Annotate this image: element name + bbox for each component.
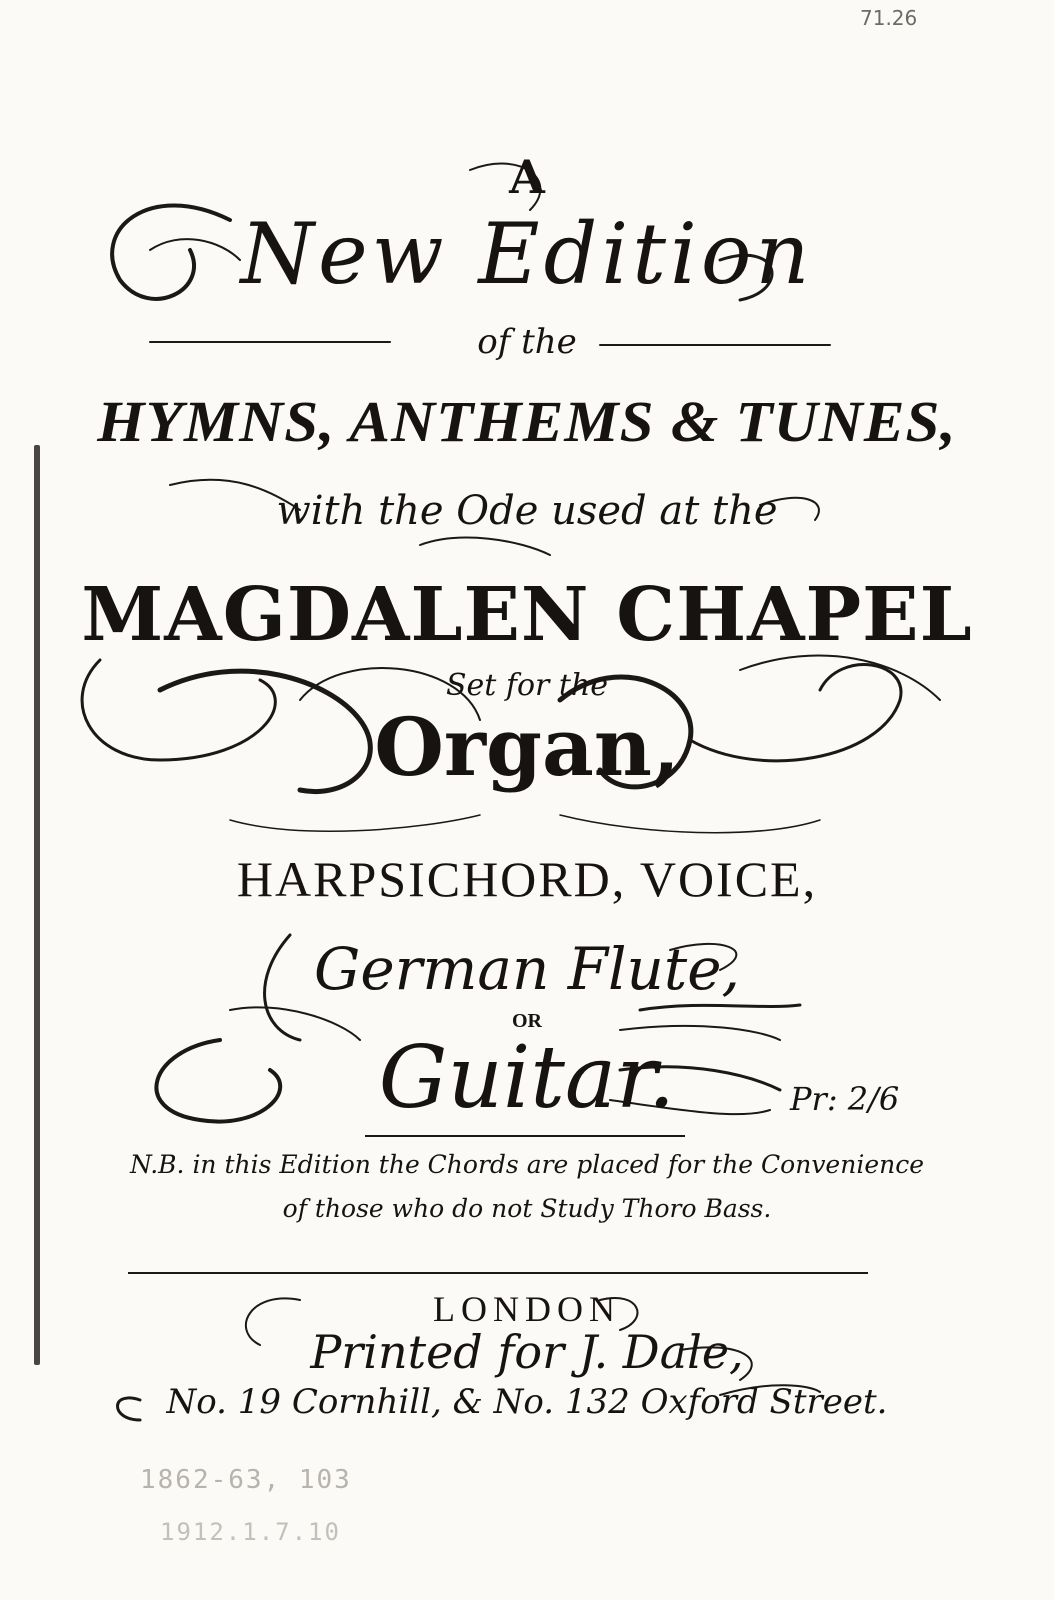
- rule-upper: [365, 1135, 685, 1137]
- instruments-german-flute: German Flute,: [314, 935, 740, 1003]
- imprint-city: LONDON: [433, 1289, 621, 1329]
- title-new-edition: New Edition: [240, 205, 814, 303]
- instruments-harpsichord-voice: HARPSICHORD, VOICE,: [236, 851, 818, 907]
- instruments-or: OR: [512, 1010, 542, 1032]
- title-set-for-the: Set for the: [445, 668, 609, 703]
- corner-mark: 71.26: [860, 6, 918, 30]
- note-line-2: of those who do not Study Thoro Bass.: [282, 1194, 772, 1223]
- price: Pr: 2/6: [790, 1080, 900, 1118]
- title-article: A: [509, 150, 545, 204]
- instruments-guitar: Guitar.: [378, 1028, 676, 1128]
- title-of-the: of the: [477, 322, 577, 362]
- imprint-address: No. 19 Cornhill, & No. 132 Oxford Street.: [166, 1382, 888, 1422]
- imprint-printed-for: Printed for J. Dale,: [310, 1325, 744, 1379]
- title-organ: Organ,: [374, 700, 680, 794]
- title-magdalen-chapel: MAGDALEN CHAPEL: [81, 572, 973, 658]
- title-hymns-anthems-tunes: HYMNS, ANTHEMS & TUNES,: [97, 389, 957, 454]
- rule-lower: [128, 1272, 868, 1274]
- library-stamp-line-2: 1912.1.7.10: [160, 1518, 341, 1546]
- title-with-the-ode: with the Ode used at the: [276, 488, 778, 534]
- note-line-1: N.B. in this Edition the Chords are placed for the Convenience: [129, 1150, 925, 1179]
- library-stamp-line-1: 1862-63, 103: [140, 1465, 352, 1495]
